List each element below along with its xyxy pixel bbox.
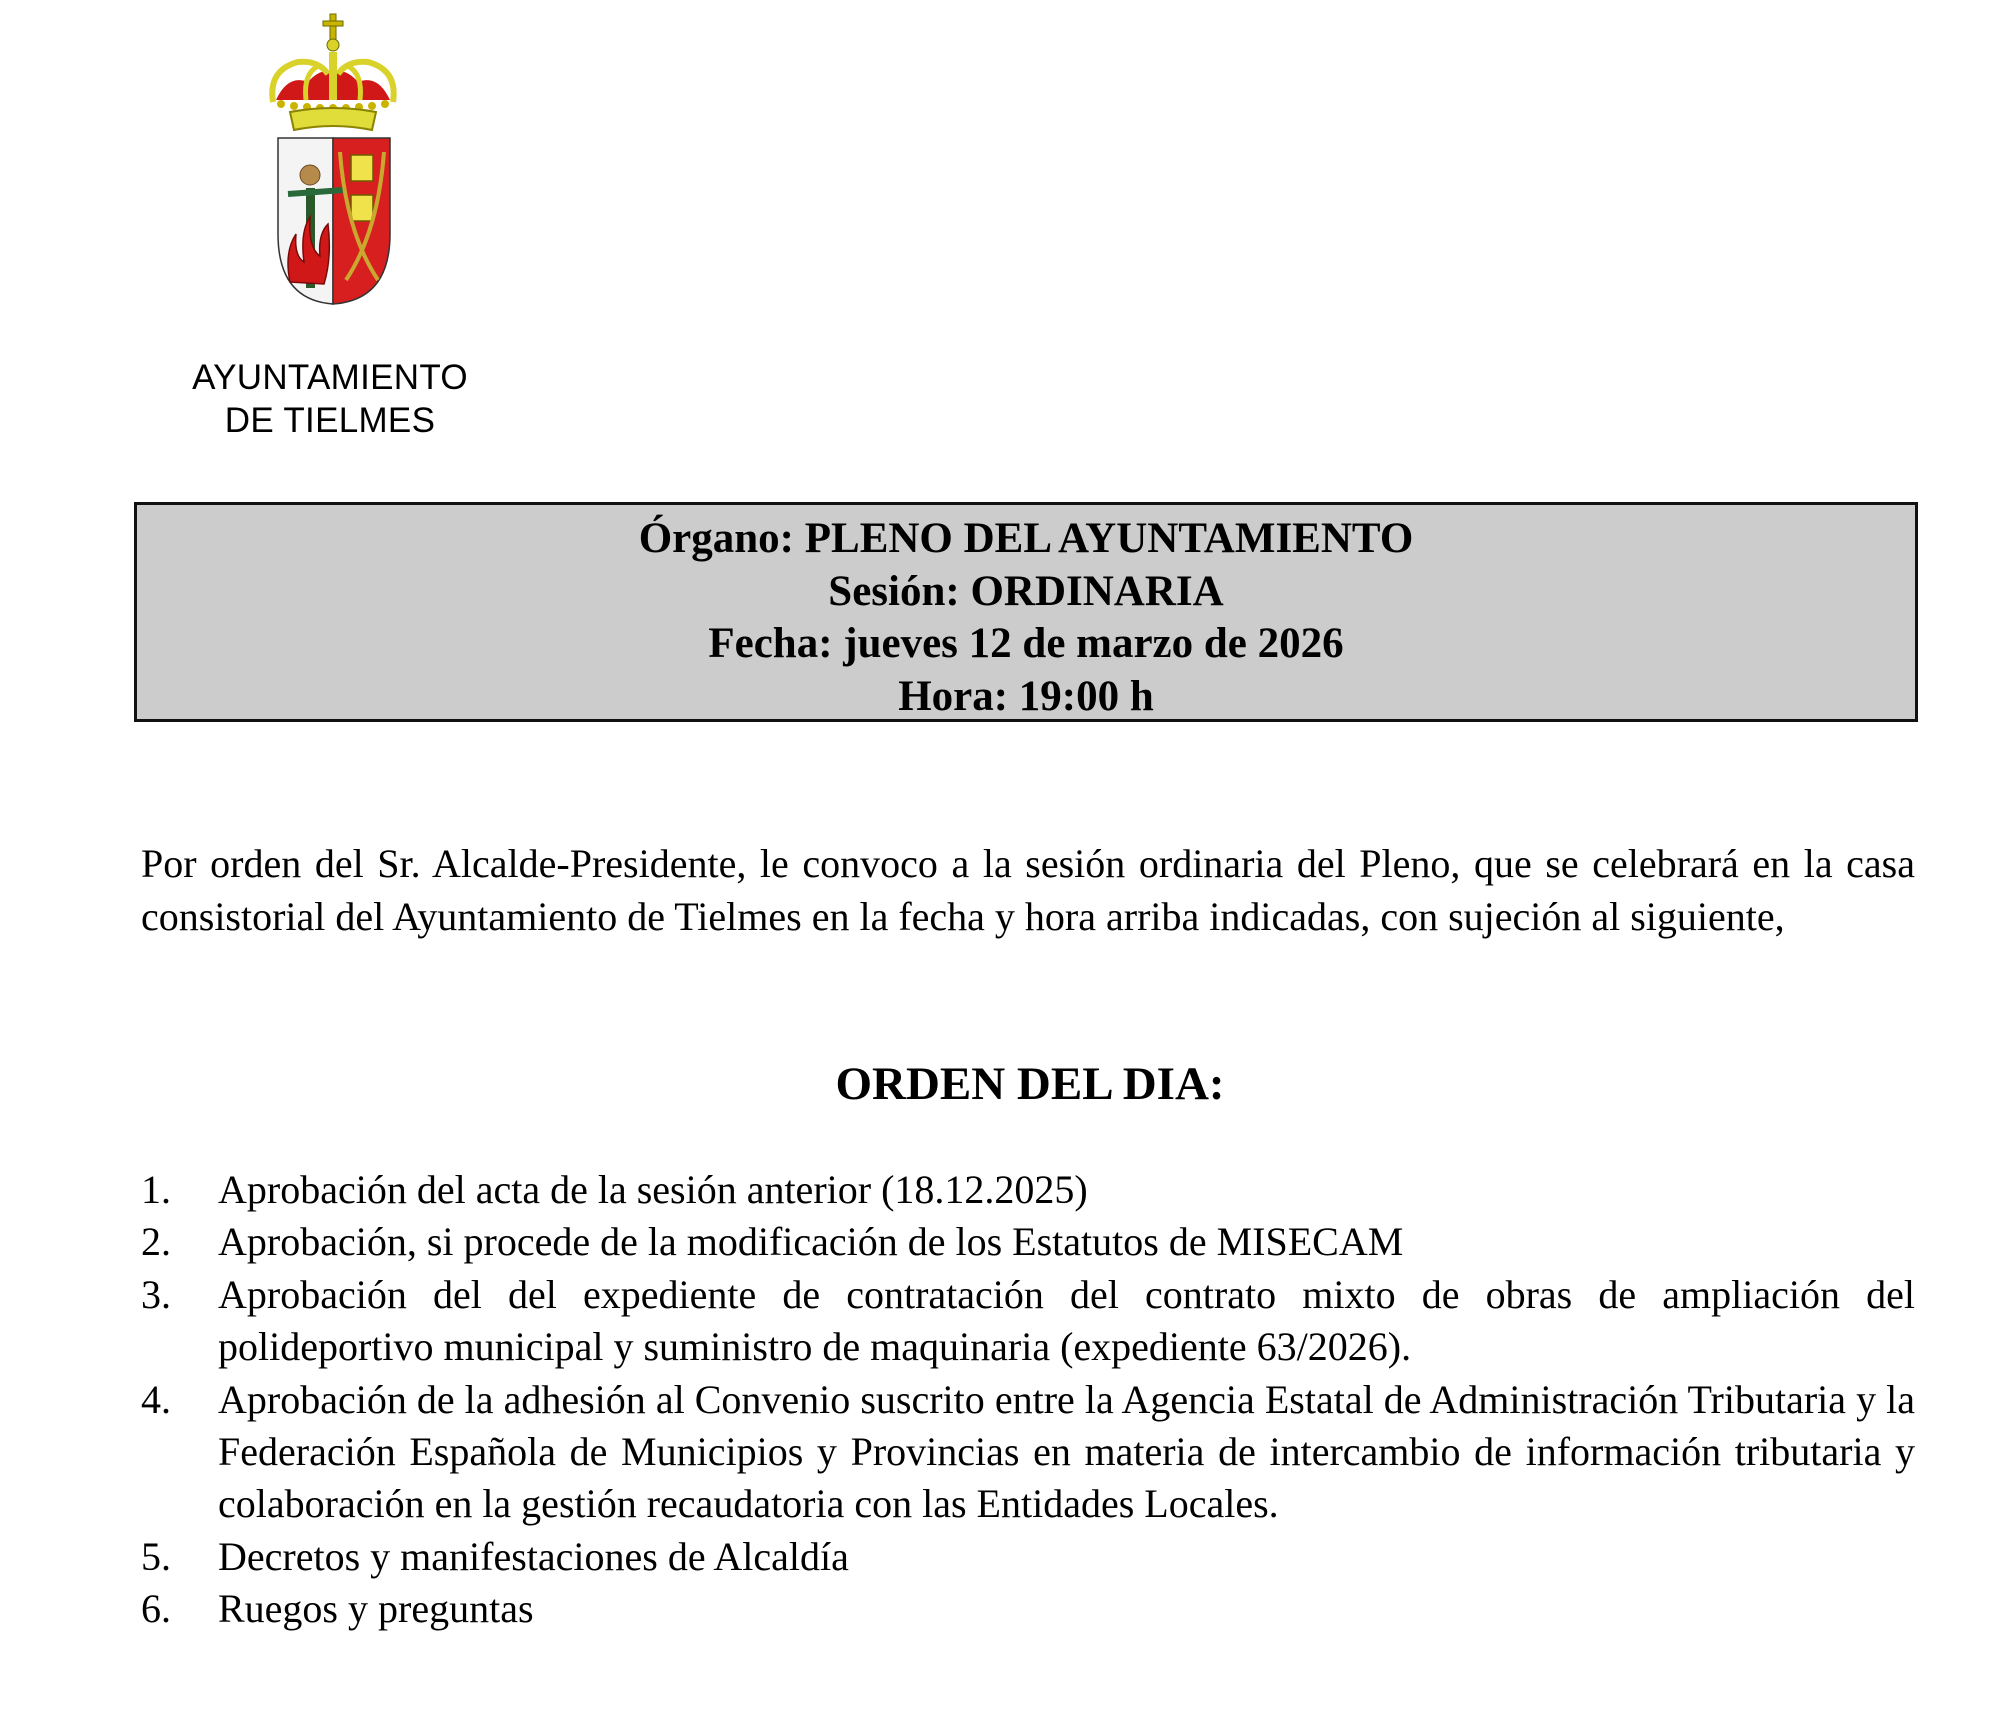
org-name-line1: AYUNTAMIENTO [192, 358, 468, 397]
agenda-list [141, 1164, 1915, 1636]
agenda-item-text: Aprobación del acta de la sesión anterior (18.12.2025) [218, 1167, 1088, 1212]
agenda-item-text: Aprobación, si procede de la modificación de los Estatutos de MISECAM [218, 1219, 1404, 1265]
coat-of-arms-icon [248, 12, 418, 308]
agenda-item-text: Decretos y manifestaciones de Alcaldía [218, 1533, 849, 1579]
sesion-line: Sesión: ORDINARIA [828, 567, 1224, 615]
agenda-item-text: Aprobación de la adhesión al Convenio suscrito entre la Agencia Estatal de Administración Tributaria y la Federación Española de Municipios y Provincias en materia de intercambio de información tributaria y colaboración en la gestión recaudatoria con las Entidades Locales. [218, 1376, 1915, 1527]
agenda-item [141, 1374, 1915, 1531]
org-name-line2: DE TIELMES [224, 401, 436, 440]
agenda-title: ORDEN DEL DIA: [835, 1058, 1225, 1110]
agenda-item-number: 6. [141, 1586, 171, 1632]
agenda-item [141, 1531, 1915, 1583]
agenda-item [141, 1164, 1915, 1216]
hora-line: Hora: 19:00 h [898, 672, 1154, 720]
organo-line: Órgano: PLENO DEL AYUNTAMIENTO [638, 515, 1414, 562]
agenda-item [141, 1269, 1915, 1374]
agenda-item-number: 1. [141, 1167, 171, 1212]
agenda-item-text: Ruegos y preguntas [218, 1586, 534, 1632]
intro-paragraph: Por orden del Sr. Alcalde-Presidente, le convoco a la sesión ordinaria del Pleno, que se celebrará en la casa consistorial del Ayuntamiento de Tielmes en la fecha y hora arriba indicadas, con sujeción al siguiente, [141, 841, 1915, 939]
fecha-line: Fecha: jueves 12 de marzo de 2026 [708, 620, 1344, 667]
agenda-item-number: 2. [141, 1219, 171, 1265]
agenda-item-number: 4. [141, 1376, 171, 1422]
agenda-item [141, 1583, 1915, 1635]
session-info-box [134, 502, 1918, 722]
agenda-item-number: 3. [141, 1271, 171, 1317]
agenda-item [141, 1216, 1915, 1268]
agenda-item-text: Aprobación del del expediente de contratación del contrato mixto de obras de ampliación del polideportivo municipal y suministro de maquinaria (expediente 63/2026). [218, 1271, 1915, 1370]
organization-name [150, 356, 510, 442]
agenda-item-number: 5. [141, 1533, 171, 1579]
